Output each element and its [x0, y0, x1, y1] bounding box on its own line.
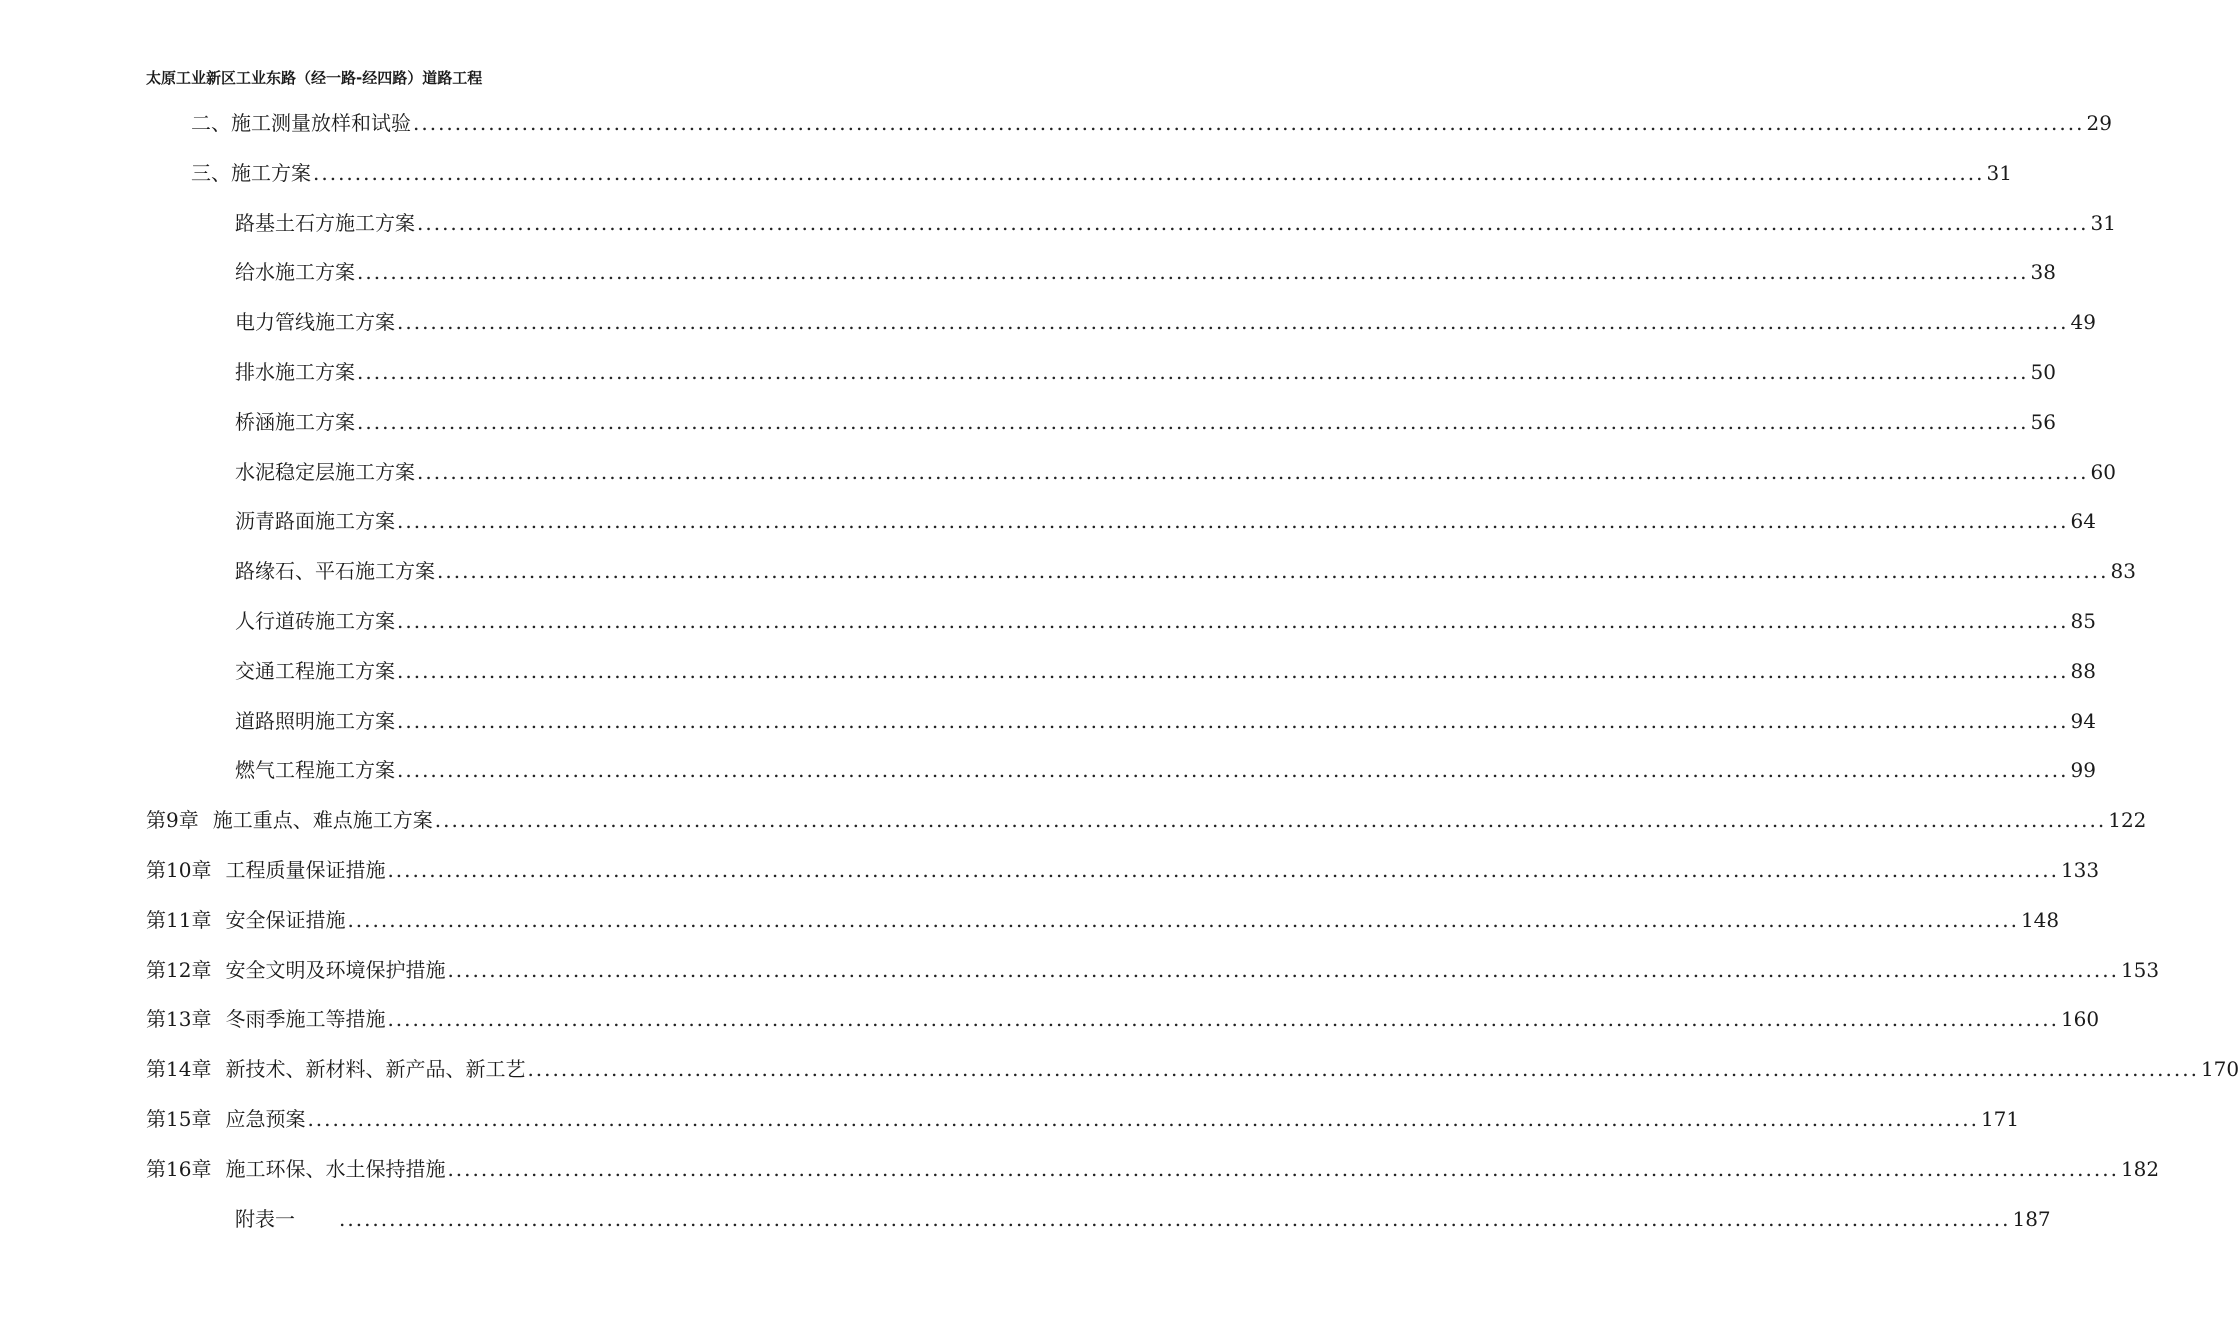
toc-page-number: 88 [2070, 658, 2096, 683]
toc-leader-dots: ........................................................................................................................................................................................................ [357, 409, 2029, 434]
toc-entry[interactable] [235, 456, 2116, 486]
toc-leader-dots: ........................................................................................................................................................................................................ [397, 658, 2069, 683]
toc-entry[interactable] [146, 804, 2147, 834]
toc-page-number: 148 [2020, 907, 2060, 932]
toc-entry[interactable] [235, 705, 2096, 735]
toc-entry[interactable] [235, 555, 2136, 585]
toc-entry-title: 应急预案 [225, 1107, 306, 1131]
toc-leader-dots: ........................................................................................................................................................................................................ [339, 1206, 2011, 1231]
toc-entry-title: 二、施工测量放样和试验 [191, 111, 411, 135]
toc-entry-title: 燃气工程施工方案 [235, 758, 395, 783]
toc-entry-title: 施工重点、难点施工方案 [212, 808, 433, 833]
toc-entry[interactable] [235, 505, 2096, 535]
toc-leader-dots: ........................................................................................................................................................................................................ [313, 160, 1985, 185]
toc-entry-title: 三、施工方案 [191, 160, 311, 185]
toc-leader-dots: ........................................................................................................................................................................................................ [347, 907, 2019, 932]
toc-leader-dots: ........................................................................................................................................................................................................ [397, 758, 2069, 783]
toc-entry-title: 路缘石、平石施工方案 [235, 559, 435, 584]
toc-entry[interactable] [146, 954, 2160, 984]
toc-chapter-number: 第16章 [146, 1156, 212, 1181]
toc-entry-title: 人行道砖施工方案 [235, 609, 395, 633]
toc-entry-title: 工程质量保证措施 [225, 858, 386, 882]
toc-entry[interactable] [146, 1003, 2100, 1033]
toc-page-number: 60 [2090, 459, 2116, 484]
toc-leader-dots: ........................................................................................................................................................................................................ [417, 459, 2089, 484]
toc-leader-dots: ........................................................................................................................................................................................................ [357, 260, 2029, 285]
toc-chapter-number: 第12章 [146, 957, 212, 982]
toc-entry-title: 桥涵施工方案 [235, 409, 355, 434]
toc-entry[interactable] [235, 605, 2096, 635]
toc-page-number: 49 [2070, 310, 2096, 335]
toc-page-number: 83 [2110, 559, 2136, 584]
toc-page-number: 122 [2108, 808, 2147, 833]
toc-entry-title: 安全文明及环境保护措施 [225, 957, 446, 982]
toc-page-number: 29 [2086, 111, 2112, 135]
toc-page-number: 94 [2070, 708, 2096, 733]
toc-page-number: 133 [2060, 858, 2100, 882]
toc-page-number: 182 [2120, 1156, 2160, 1181]
toc-entry-title: 排水施工方案 [235, 360, 355, 384]
toc-entry[interactable] [191, 157, 2012, 187]
toc-entry[interactable] [146, 1103, 2020, 1133]
toc-leader-dots: ........................................................................................................................................................................................................ [397, 609, 2069, 633]
toc-entry[interactable] [146, 904, 2060, 934]
toc-entry[interactable] [146, 1053, 2239, 1083]
toc-entry-title: 道路照明施工方案 [235, 708, 395, 733]
toc-entry-title: 路基土石方施工方案 [235, 210, 415, 235]
toc-leader-dots: ........................................................................................................................................................................................................ [387, 858, 2059, 882]
toc-page-number: 99 [2070, 758, 2096, 783]
toc-leader-dots: ........................................................................................................................................................................................................ [437, 559, 2109, 584]
toc-leader-dots: ........................................................................................................................................................................................................ [397, 310, 2069, 335]
toc-entry-title: 交通工程施工方案 [235, 658, 395, 683]
toc-entry[interactable] [235, 256, 2056, 286]
toc-entry[interactable] [235, 356, 2056, 386]
toc-page-number: 171 [1980, 1107, 2020, 1131]
toc-page-number: 85 [2070, 609, 2096, 633]
toc-leader-dots: ........................................................................................................................................................................................................ [413, 111, 2085, 135]
toc-entry-title: 冬雨季施工等措施 [225, 1007, 386, 1032]
toc-chapter-number: 第11章 [146, 907, 212, 932]
toc-leader-dots: ........................................................................................................................................................................................................ [447, 1156, 2119, 1181]
toc-page-number: 50 [2030, 360, 2056, 384]
document-header: 太原工业新区工业东路（经一路-经四路）道路工程 [146, 69, 483, 87]
toc-leader-dots: ........................................................................................................................................................................................................ [527, 1057, 2199, 1082]
toc-page-number: 38 [2030, 260, 2056, 285]
toc-chapter-number: 第14章 [146, 1057, 212, 1082]
toc-leader-dots: ........................................................................................................................................................................................................ [307, 1107, 1979, 1131]
toc-entry-title: 给水施工方案 [235, 260, 355, 285]
toc-leader-dots: ........................................................................................................................................................................................................ [357, 360, 2029, 384]
toc-leader-dots: ........................................................................................................................................................................................................ [447, 957, 2119, 982]
toc-entry[interactable] [235, 754, 2096, 784]
toc-page-number: 64 [2070, 509, 2096, 534]
toc-entry-title: 施工环保、水土保持措施 [225, 1156, 446, 1181]
toc-entry[interactable] [146, 854, 2100, 884]
toc-entry-title: 新技术、新材料、新产品、新工艺 [225, 1057, 526, 1082]
toc-page-number: 187 [2012, 1206, 2051, 1231]
toc-entry[interactable] [235, 406, 2056, 436]
toc-leader-dots: ........................................................................................................................................................................................................ [397, 509, 2069, 534]
toc-leader-dots: ........................................................................................................................................................................................................ [387, 1007, 2059, 1032]
toc-entry[interactable] [146, 1153, 2160, 1183]
toc-page-number: 160 [2060, 1007, 2100, 1032]
toc-entry[interactable] [235, 1203, 2051, 1233]
toc-page-number: 153 [2120, 957, 2160, 982]
toc-leader-dots: ........................................................................................................................................................................................................ [417, 210, 2089, 235]
toc-leader-dots: ........................................................................................................................................................................................................ [434, 808, 2107, 833]
toc-page-number: 170 [2200, 1057, 2239, 1082]
toc-chapter-number: 第13章 [146, 1007, 212, 1032]
toc-entry-title: 附表一 [235, 1206, 295, 1231]
toc-chapter-number: 第15章 [146, 1107, 212, 1131]
toc-entry[interactable] [191, 107, 2112, 137]
toc-entry[interactable] [235, 306, 2096, 336]
toc-entry-title: 安全保证措施 [225, 907, 346, 932]
toc-entry-title: 电力管线施工方案 [235, 310, 395, 335]
toc-entry-title: 沥青路面施工方案 [235, 509, 395, 534]
toc-entry[interactable] [235, 207, 2116, 237]
toc-page-number: 31 [2090, 210, 2116, 235]
toc-chapter-number: 第9章 [146, 808, 199, 833]
toc-chapter-number: 第10章 [146, 858, 212, 882]
toc-leader-dots: ........................................................................................................................................................................................................ [397, 708, 2069, 733]
toc-entry[interactable] [235, 655, 2096, 685]
toc-entry-title: 水泥稳定层施工方案 [235, 459, 415, 484]
toc-page-number: 56 [2030, 409, 2056, 434]
toc-page-number: 31 [1986, 160, 2012, 185]
